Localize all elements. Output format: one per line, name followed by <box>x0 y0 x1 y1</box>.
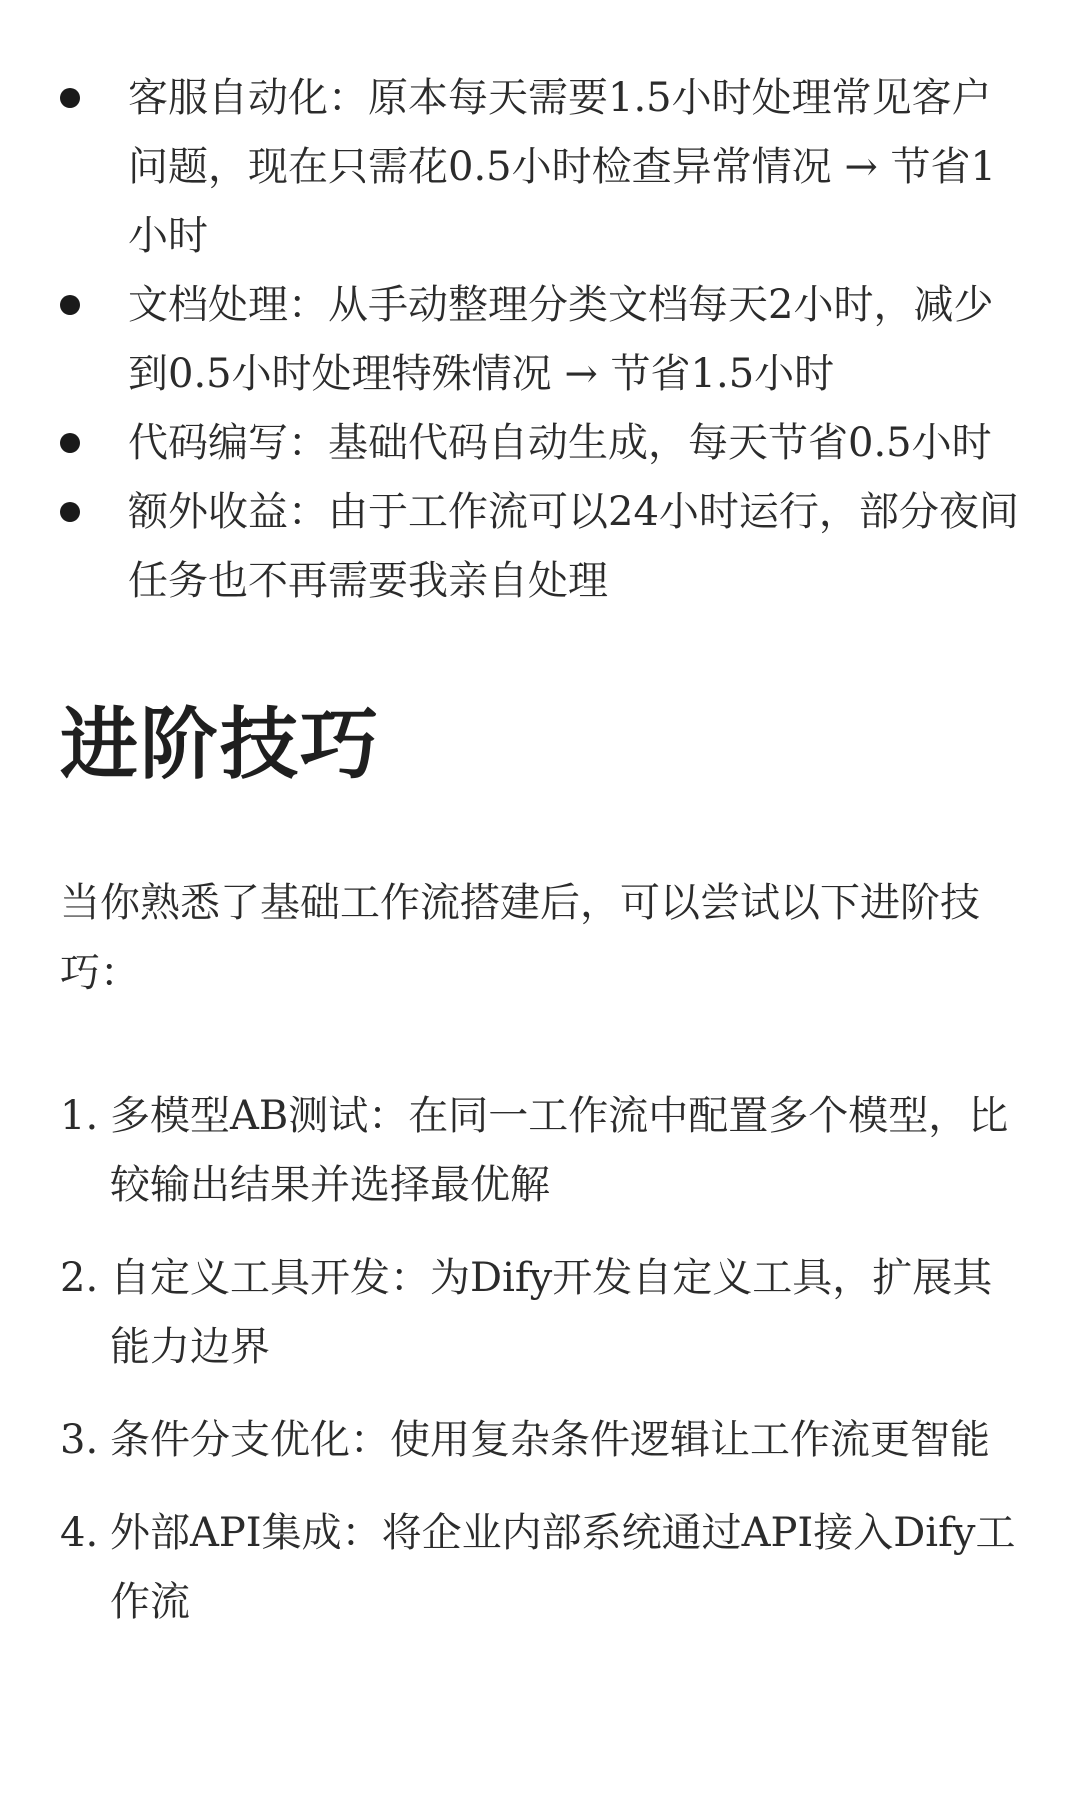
tips-numbered-list <box>0 1082 1080 1661</box>
item-text: 自定义工具开发：为Dify开发自定义工具，扩展其能力边界 <box>110 1255 993 1370</box>
bullet-text: 额外收益：由于工作流可以24小时运行，部分夜间任务也不再需要我亲自处理 <box>128 489 1019 604</box>
numbered-item <box>0 1406 1080 1475</box>
item-number: 1. <box>60 1093 99 1139</box>
benefit-bullet-list <box>0 64 1080 616</box>
item-text: 外部API集成：将企业内部系统通过API接入Dify工作流 <box>110 1510 1016 1625</box>
section-heading: 进阶技巧 <box>60 699 381 790</box>
bullet-dot-icon <box>60 295 80 315</box>
item-number: 4. <box>60 1510 99 1556</box>
numbered-item <box>0 1499 1080 1637</box>
numbered-item <box>0 1244 1080 1382</box>
numbered-item <box>0 1082 1080 1220</box>
bullet-item <box>0 409 1080 478</box>
bullet-item <box>0 64 1080 271</box>
item-number: 2. <box>60 1255 99 1301</box>
bullet-text: 客服自动化：原本每天需要1.5小时处理常见客户问题，现在只需花0.5小时检查异常情况 → 节省1小时 <box>128 75 997 259</box>
bullet-dot-icon <box>60 88 80 108</box>
item-text: 多模型AB测试：在同一工作流中配置多个模型，比较输出结果并选择最优解 <box>110 1093 1009 1208</box>
intro-paragraph: 当你熟悉了基础工作流搭建后，可以尝试以下进阶技巧： <box>60 880 980 996</box>
bullet-item <box>0 271 1080 409</box>
bullet-text: 文档处理：从手动整理分类文档每天2小时，减少到0.5小时处理特殊情况 → 节省1.5小时 <box>128 282 994 397</box>
bullet-item <box>0 478 1080 616</box>
item-text: 条件分支优化：使用复杂条件逻辑让工作流更智能 <box>110 1417 990 1463</box>
item-number: 3. <box>60 1417 99 1463</box>
bullet-text: 代码编写：基础代码自动生成，每天节省0.5小时 <box>128 420 992 466</box>
bullet-dot-icon <box>60 502 80 522</box>
bullet-dot-icon <box>60 433 80 453</box>
